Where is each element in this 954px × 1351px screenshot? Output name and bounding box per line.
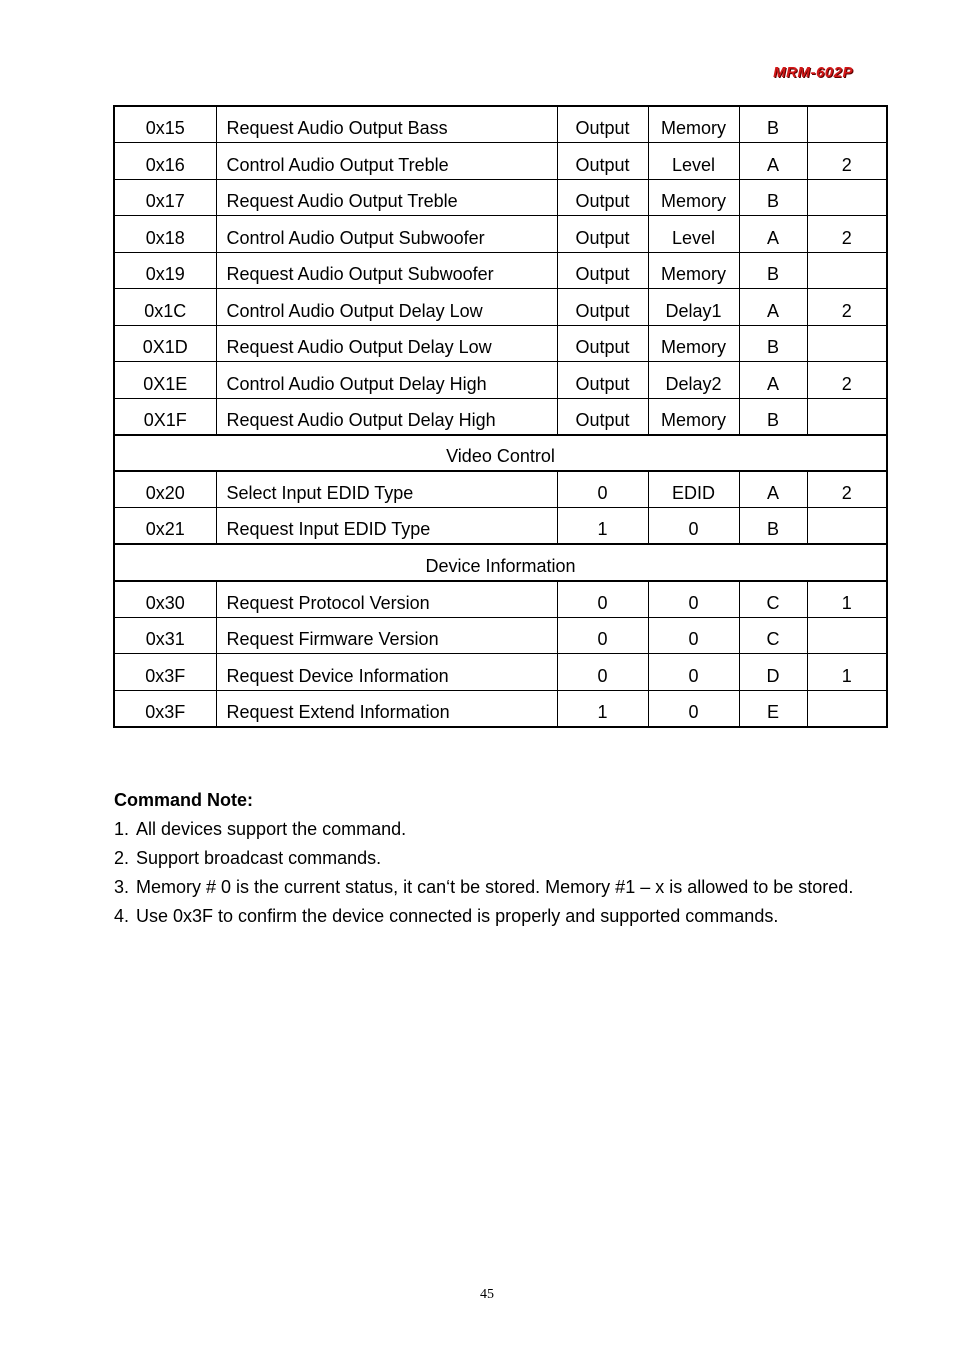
command-type: D (739, 654, 807, 691)
note-text: Support broadcast commands. (136, 848, 382, 868)
command-code: 0x15 (114, 106, 216, 143)
command-code: 0x17 (114, 179, 216, 216)
command-value: Memory (648, 106, 739, 143)
command-target: 0 (557, 581, 648, 618)
table-row (114, 654, 887, 691)
note-text: Use 0x3F to confirm the device connected is properly and supported commands. (136, 906, 779, 926)
command-target: Output (557, 325, 648, 362)
command-target: 0 (557, 654, 648, 691)
note-item (114, 844, 866, 873)
table-row (114, 289, 887, 326)
command-target: Output (557, 216, 648, 253)
command-value: 0 (648, 617, 739, 654)
note-number: 3. (114, 877, 130, 897)
command-note: 1 (807, 654, 887, 691)
command-target: 1 (557, 508, 648, 545)
command-note (807, 325, 887, 362)
command-type: A (739, 362, 807, 399)
command-code: 0x3F (114, 690, 216, 727)
note-text: Memory # 0 is the current status, it can‘t be stored. Memory #1 – x is allowed to be stored. (136, 877, 854, 897)
command-value: Memory (648, 398, 739, 435)
command-code: 0x18 (114, 216, 216, 253)
command-code: 0X1F (114, 398, 216, 435)
command-note (807, 398, 887, 435)
command-value: 0 (648, 508, 739, 545)
command-code: 0x1C (114, 289, 216, 326)
command-code: 0x30 (114, 581, 216, 618)
command-code: 0x19 (114, 252, 216, 289)
command-target: Output (557, 106, 648, 143)
command-type: B (739, 179, 807, 216)
command-description: Select Input EDID Type (216, 471, 557, 508)
table-row (114, 508, 887, 545)
note-item (114, 902, 866, 931)
command-type: C (739, 617, 807, 654)
command-value: 0 (648, 581, 739, 618)
command-description: Request Device Information (216, 654, 557, 691)
command-value: Delay1 (648, 289, 739, 326)
command-target: Output (557, 179, 648, 216)
command-type: A (739, 143, 807, 180)
product-logo: MRM-602P (773, 64, 853, 81)
command-type: B (739, 508, 807, 545)
note-number: 4. (114, 906, 130, 926)
command-description: Request Extend Information (216, 690, 557, 727)
command-note: 2 (807, 362, 887, 399)
command-description: Control Audio Output Subwoofer (216, 216, 557, 253)
table-row (114, 216, 887, 253)
command-value: Memory (648, 252, 739, 289)
command-description: Request Audio Output Subwoofer (216, 252, 557, 289)
command-type: E (739, 690, 807, 727)
table-row (114, 398, 887, 435)
command-target: Output (557, 289, 648, 326)
command-table (113, 105, 888, 728)
command-description: Request Audio Output Delay High (216, 398, 557, 435)
command-value: Level (648, 216, 739, 253)
command-note (807, 179, 887, 216)
note-number: 1. (114, 819, 130, 839)
command-target: 0 (557, 617, 648, 654)
command-code: 0x3F (114, 654, 216, 691)
command-code: 0x21 (114, 508, 216, 545)
command-note (807, 690, 887, 727)
command-note (807, 252, 887, 289)
section-title: Device Information (114, 544, 887, 581)
table-row (114, 325, 887, 362)
command-code: 0x20 (114, 471, 216, 508)
command-type: A (739, 471, 807, 508)
command-value: EDID (648, 471, 739, 508)
notes-heading: Command Note: (114, 790, 253, 810)
command-value: 0 (648, 690, 739, 727)
command-value: Level (648, 143, 739, 180)
table-row (114, 362, 887, 399)
command-target: Output (557, 143, 648, 180)
command-value: Delay2 (648, 362, 739, 399)
command-type: B (739, 106, 807, 143)
command-note: 2 (807, 471, 887, 508)
command-value: Memory (648, 179, 739, 216)
command-type: A (739, 289, 807, 326)
command-value: Memory (648, 325, 739, 362)
section-header-video-control (114, 435, 887, 472)
command-description: Request Input EDID Type (216, 508, 557, 545)
command-code: 0x16 (114, 143, 216, 180)
command-description: Request Audio Output Delay Low (216, 325, 557, 362)
command-code: 0X1E (114, 362, 216, 399)
command-description: Control Audio Output Delay Low (216, 289, 557, 326)
note-item (114, 873, 866, 902)
table-row (114, 143, 887, 180)
section-title: Video Control (114, 435, 887, 472)
table-row (114, 252, 887, 289)
table-row (114, 471, 887, 508)
note-item (114, 815, 866, 844)
table-row (114, 106, 887, 143)
command-note: 2 (807, 289, 887, 326)
note-number: 2. (114, 848, 130, 868)
table-row (114, 617, 887, 654)
note-text: All devices support the command. (136, 819, 407, 839)
command-target: 0 (557, 471, 648, 508)
command-note: 2 (807, 216, 887, 253)
command-note: 1 (807, 581, 887, 618)
command-target: Output (557, 398, 648, 435)
command-description: Control Audio Output Treble (216, 143, 557, 180)
command-description: Request Protocol Version (216, 581, 557, 618)
command-type: A (739, 216, 807, 253)
page-number: 45 (480, 1287, 494, 1302)
command-target: 1 (557, 690, 648, 727)
command-code: 0x31 (114, 617, 216, 654)
command-type: B (739, 325, 807, 362)
command-description: Control Audio Output Delay High (216, 362, 557, 399)
command-note: 2 (807, 143, 887, 180)
table-row (114, 179, 887, 216)
command-note (807, 508, 887, 545)
section-header-device-information (114, 544, 887, 581)
command-note (807, 106, 887, 143)
command-type: B (739, 252, 807, 289)
command-value: 0 (648, 654, 739, 691)
command-type: B (739, 398, 807, 435)
command-description: Request Firmware Version (216, 617, 557, 654)
command-description: Request Audio Output Bass (216, 106, 557, 143)
table-row (114, 690, 887, 727)
command-type: C (739, 581, 807, 618)
command-notes (114, 786, 866, 931)
command-note (807, 617, 887, 654)
command-target: Output (557, 252, 648, 289)
table-row (114, 581, 887, 618)
command-target: Output (557, 362, 648, 399)
command-code: 0X1D (114, 325, 216, 362)
command-description: Request Audio Output Treble (216, 179, 557, 216)
